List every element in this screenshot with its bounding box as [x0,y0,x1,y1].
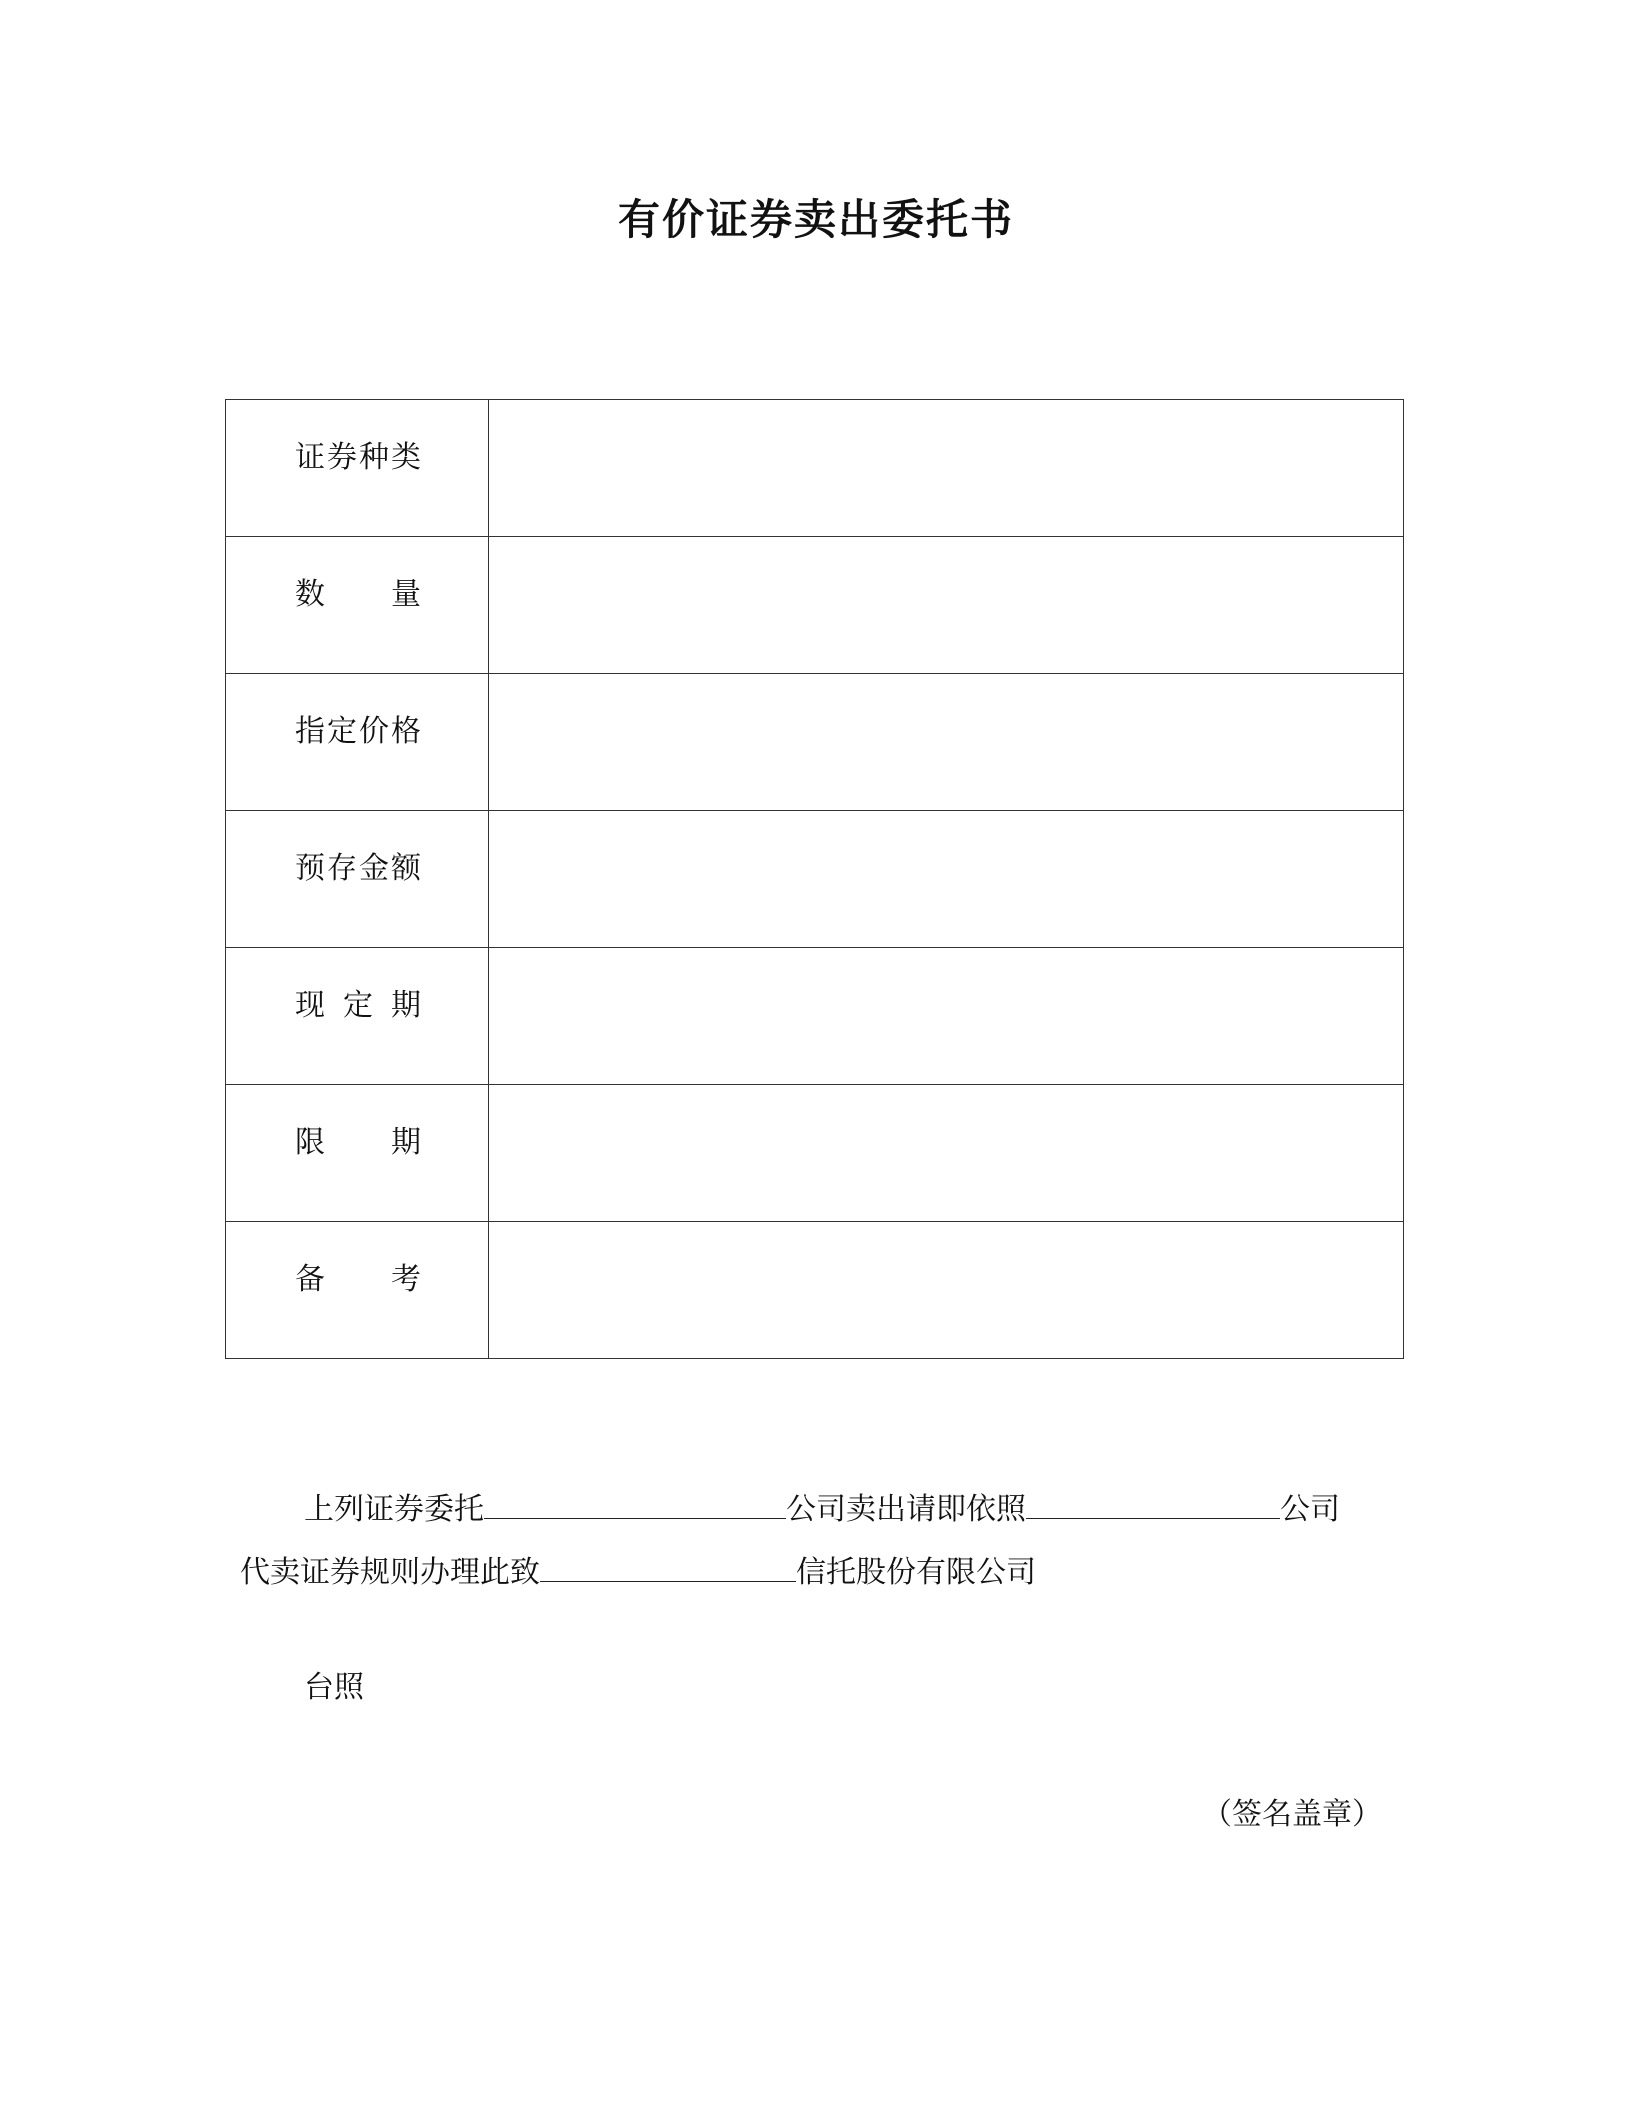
value-field-specified-price[interactable] [489,674,1404,811]
label-cell [226,400,489,537]
page-title: 有价证券卖出委托书 [617,195,1014,244]
field-label-current-fixed-period: 现 定 期 [295,988,421,1023]
label-cell [226,1085,489,1222]
table-row [226,1222,1404,1359]
table-row [226,537,1404,674]
signature-note: （签名盖章） [1202,1797,1382,1832]
entrustment-form-table [225,399,1404,1359]
statement-text-sell-request: 公司卖出请即依照 [786,1492,1026,1527]
label-cell [226,674,489,811]
label-cell [226,948,489,1085]
value-field-current-fixed-period[interactable] [489,948,1404,1085]
value-field-deposit-amount[interactable] [489,811,1404,948]
field-label-quantity: 数 量 [295,577,421,612]
statement-line-2 [240,1541,1400,1604]
statement-text-company: 公司 [1280,1492,1340,1527]
blank-field-trust-company[interactable] [540,1549,796,1582]
field-label-specified-price: 指定价格 [295,714,421,749]
statement-text-entrust: 上列证券委托 [304,1492,484,1527]
value-field-quantity[interactable] [489,537,1404,674]
table-row [226,811,1404,948]
table-row [226,400,1404,537]
statement-line-1 [240,1478,1400,1541]
statement-text-rules: 代卖证券规则办理此致 [240,1555,540,1590]
label-cell [226,811,489,948]
blank-field-company-name[interactable] [484,1486,786,1519]
table-row [226,1085,1404,1222]
field-label-security-type: 证券种类 [295,440,421,475]
entrustment-statement [240,1478,1400,1604]
value-field-security-type[interactable] [489,400,1404,537]
table-row [226,674,1404,811]
table-row [226,948,1404,1085]
field-label-deposit-amount: 预存金额 [295,851,421,886]
field-label-time-limit: 限 期 [295,1125,421,1160]
label-cell [226,537,489,674]
field-label-remarks: 备 考 [295,1262,421,1297]
value-field-remarks[interactable] [489,1222,1404,1359]
value-field-time-limit[interactable] [489,1085,1404,1222]
statement-text-trust-company: 信托股份有限公司 [796,1555,1036,1590]
blank-field-agent-company[interactable] [1026,1486,1280,1519]
salutation: 台照 [304,1670,364,1705]
label-cell [226,1222,489,1359]
